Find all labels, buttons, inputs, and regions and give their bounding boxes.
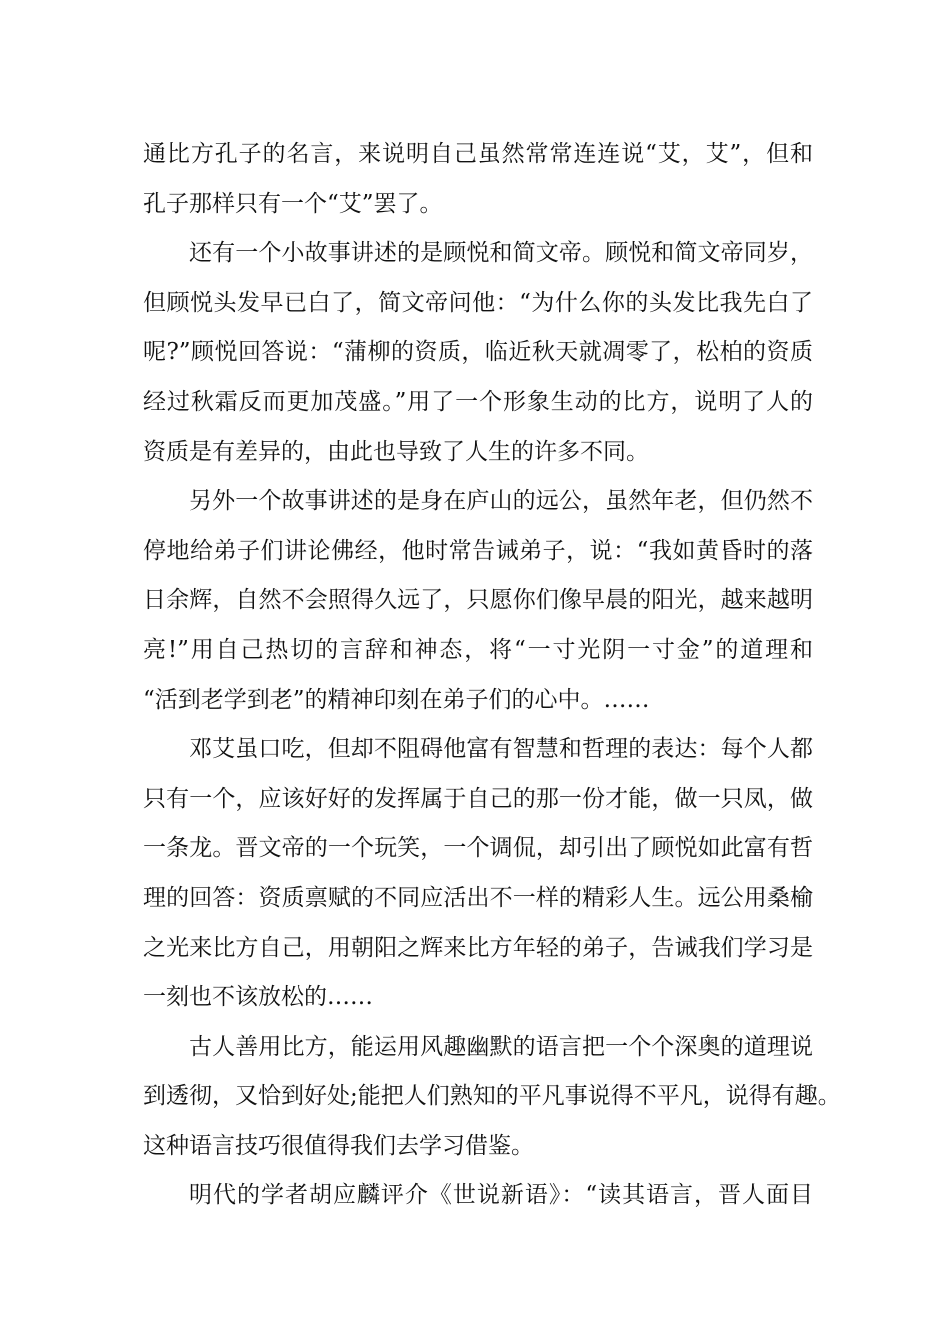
text-line: 经过秋霜反而更加茂盛。”用了一个形象生动的比方，说明了人的: [143, 388, 813, 415]
text-line: 资质是有差异的，由此也导致了人生的许多不同。: [143, 438, 649, 465]
text-line: 理的回答：资质禀赋的不同应活出不一样的精彩人生。远公用桑榆: [143, 884, 813, 911]
text-line: 一刻也不该放松的……: [143, 984, 373, 1011]
text-line: 古人善用比方，能运用风趣幽默的语言把一个个深奥的道理说: [189, 1033, 813, 1060]
text-line: 亮!”用自己热切的言辞和神态，将“一寸光阴一寸金”的道理和: [143, 636, 813, 663]
text-line: 日余辉，自然不会照得久远了，只愿你们像早晨的阳光，越来越明: [143, 587, 813, 614]
text-line: 孔子那样只有一个“艾”罢了。: [143, 190, 443, 217]
text-line: 一条龙。晋文帝的一个玩笑，一个调侃，却引出了顾悦如此富有哲: [143, 835, 813, 862]
body-text: [143, 130, 841, 1221]
text-line: 通比方孔子的名言，来说明自己虽然常常连连说“艾，艾”，但和: [143, 141, 813, 167]
text-line: 还有一个小故事讲述的是顾悦和简文帝。顾悦和简文帝同岁，: [189, 240, 813, 267]
text-line: 这种语言技巧很值得我们去学习借鉴。: [143, 1132, 534, 1159]
text-line: 邓艾虽口吃，但却不阻碍他富有智慧和哲理的表达：每个人都: [189, 736, 813, 763]
text-line: 但顾悦头发早已白了，简文帝问他：“为什么你的头发比我先白了: [143, 289, 813, 316]
text-line: 之光来比方自己，用朝阳之辉来比方年轻的弟子，告诫我们学习是: [143, 934, 813, 961]
text-line: 另外一个故事讲述的是身在庐山的远公，虽然年老，但仍然不: [189, 488, 813, 515]
text-line: 停地给弟子们讲论佛经，他时常告诫弟子，说：“我如黄昏时的落: [143, 537, 813, 564]
text-line: 明代的学者胡应麟评介《世说新语》：“读其语言，晋人面目: [189, 1182, 813, 1209]
text-line: 只有一个，应该好好的发挥属于自己的那一份才能，做一只凤，做: [143, 785, 813, 812]
text-line: “活到老学到老”的精神印刻在弟子们的心中。……: [143, 686, 650, 713]
text-line: 到透彻，又恰到好处;能把人们熟知的平凡事说得不平凡，说得有趣。: [143, 1083, 841, 1110]
text-line: 呢?”顾悦回答说：“蒲柳的资质，临近秋天就凋零了，松柏的资质: [143, 339, 813, 366]
